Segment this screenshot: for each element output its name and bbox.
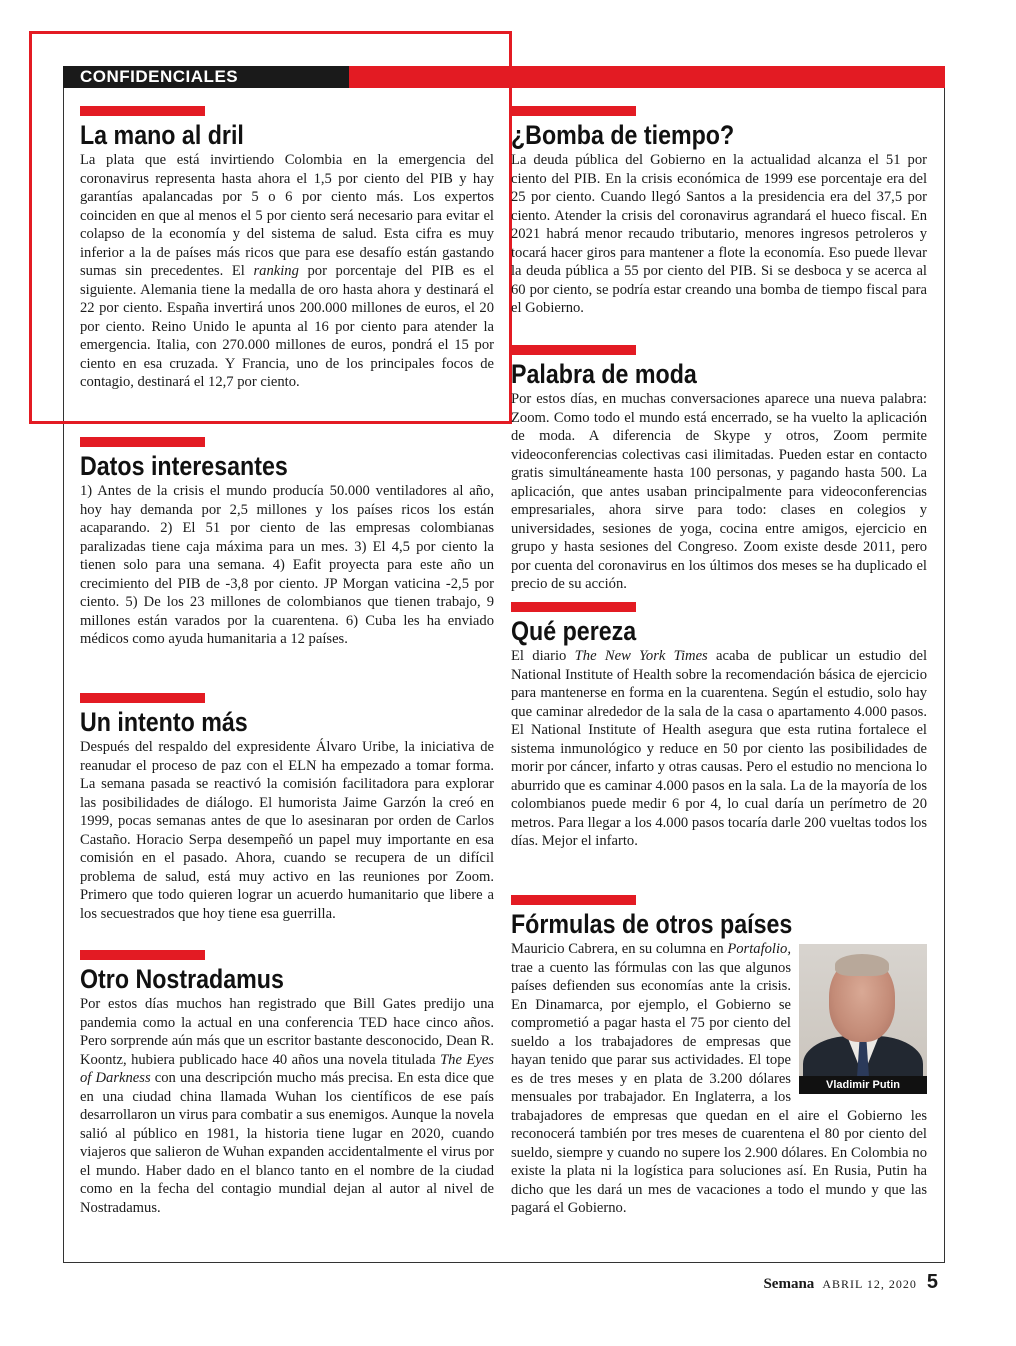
- article-red-bar: [511, 345, 636, 355]
- article-la-mano-al-dril: [80, 106, 494, 392]
- section-label: CONFIDENCIALES: [63, 66, 349, 88]
- article-bomba-de-tiempo: [511, 106, 927, 318]
- article-red-bar: [80, 693, 205, 703]
- article-red-bar: [511, 895, 636, 905]
- article-body: La plata que está invirtiendo Colombia en la emergencia del coronavirus representa hasta ahora el 1,5 por ciento del PIB y hay garantías apalancadas por 5 o 6 por ciento más. Los expertos coinciden en que al menos el 5 por ciento será necesario para evitar el colapso de la economía y del sistema de salud. Esta cifra es muy inferior a la de países más ricos que para ese desafío están gastando sumas sin precedentes. El ranking por porcentaje del PIB es el siguiente. Alemania tiene la medalla de oro hasta ahora y destinará el 22 por ciento. España invertirá unos 200.000 millones de euros, el 20 por ciento. Reino Unido le apunta al 16 por ciento para atender la emergencia. Italia, con 270.000 millones de euros, pondrá el 15 por ciento en esa cruzada. Y Francia, uno de los principales focos de contagio, destinará el 12,7 por ciento.: [80, 152, 495, 390]
- article-red-bar: [80, 437, 205, 447]
- article-title: Otro Nostradamus: [80, 964, 284, 994]
- article-body: 1) Antes de la crisis el mundo producía 50.000 ventiladores al año, hoy hay demanda por 2,5 millones y los países ricos los están acaparando. 2) El 51 por ciento de las empresas colombianas paralizadas tiene caja máxima para un mes. 3) El 4,5 por ciento la tienen solo para una semana. 4) Eafit proyecta para este año un crecimiento del PIB de -3,8 por ciento. JP Morgan vaticina -2,5 por ciento. 5) De los 23 millones de colombianos que tienen trabajo, 9 millones están varados por la cuarentena. 6) Cuba les ha enviado médicos como ayuda humanitaria a 12 países.: [80, 483, 494, 647]
- article-red-bar: [511, 106, 636, 116]
- article-title: Fórmulas de otros países: [511, 909, 793, 939]
- article-body: La deuda pública del Gobierno en la actualidad alcanza el 51 por ciento del PIB. En la crisis económica de 1999 ese porcentaje era del 25 por ciento. Cuando llegó Santos a la presidencia era del 37,5 por ciento. Atender la crisis del coronavirus agrandará el hueco fiscal. En 2021 habrá menor recaudo tributario, menores ingresos petroleros y tocará hacer giros para mantener a flote la economía. Eso puede llevar la deuda pública a 55 por ciento del PIB. Si se desboca y se acerca al 60 por ciento, se podría estar creando una bomba de tiempo fiscal para el Gobierno.: [511, 152, 927, 316]
- article-que-pereza: [511, 602, 927, 851]
- article-body: Después del respaldo del expresidente Álvaro Uribe, la iniciativa de reanudar el proceso de paz con el ELN ha empezado a tomar forma. La semana pasada se reactivó la comisión facilitadora para explorar las posibilidades de diálogo. El humorista Jaime Garzón la creó en 1999, pocas semanas antes de que lo asesinaran por orden de Carlos Castaño. Horacio Serpa desempeñó un papel muy importante en esa comisión en el pasado. Ahora, cuando se recupera de un difícil problema de salud, está muy activo en las reuniones por Zoom. Primero que todo quieren lograr un acuerdo humanitario que libere a los secuestrados que hoy tiene esa guerrilla.: [80, 739, 494, 922]
- magazine-name: Semana: [763, 1276, 815, 1292]
- article-title: ¿Bomba de tiempo?: [511, 120, 735, 150]
- page-number: 5: [926, 1271, 938, 1293]
- article-body: Por estos días muchos han registrado que Bill Gates predijo una pandemia como la actual en una conferencia TED hace cinco años. Pero sorprende aún más que un escritor bastante desconocido, Dean R. Koontz, hubiera publicado hace 40 años una novela titulada The Eyes of Darkness con una descripción mucho más precisa. En esta dice que en una ciudad china llamada Wuhan los científicos de ese país desarrollaron un virus para combatir a sus enemigos. Aunque la novela salió al público en 1981, la historia tiene lugar en 2020, cuando viajeros que salieron de Wuhan expanden accidentalmente el virus por el mundo. Haber dado en el blanco tanto en el nombre de la ciudad como en la fecha del contagio mundial dejan al autor al nivel de Nostradamus.: [80, 996, 494, 1216]
- article-title: La mano al dril: [80, 120, 244, 150]
- issue-date: ABRIL 12, 2020: [822, 1277, 917, 1291]
- article-title: Un intento más: [80, 707, 248, 737]
- article-title: Qué pereza: [511, 616, 637, 646]
- photo-caption: Vladimir Putin: [799, 1076, 927, 1094]
- article-body: Mauricio Cabrera, en su columna en Portafolio, trae a cuento las fórmulas con las que algunos países defienden sus economías ante la crisis. En Dinamarca, por ejemplo, el Gobierno se comprometió a pagar hasta el 75 por ciento del sueldo a los trabajadores de empresas que hayan tenido que parar sus actividades. El tope es de tres meses y en plata de 3.200 dólares mensuales por trabajador. En Inglaterra, a los trabajadores de empresas que quedan en el aire el Gobierno les reconocerá también por tres meses de cuarentena el 80 por ciento del sueldo, siempre y cuando no supere los 2.900 dólares. En Colombia no existe la plata ni la logística para soluciones así. En Rusia, Putin ha dicho que les dará un mes de vacaciones a todo el mundo y que las pagará el Gobierno.: [511, 941, 927, 1216]
- article-red-bar: [80, 106, 205, 116]
- photo-hair: [835, 954, 889, 976]
- page-footer: [763, 1271, 938, 1294]
- putin-photo: [799, 944, 927, 1094]
- article-title: Palabra de moda: [511, 359, 697, 389]
- article-red-bar: [511, 602, 636, 612]
- article-datos-interesantes: [80, 437, 494, 649]
- article-body: El diario The New York Times acaba de publicar un estudio del National Institute of Health sobre la recomendación básica de ejercicio para mantenerse en forma en la cuarentena. Según el estudio, solo hay que caminar alrededor de la sala de la casa o apartamento 4.000 pasos. El National Institute of Health asegura que esta rutina fortalece el sistema inmunológico y reduce en 50 por ciento las posibilidades de morir por cáncer, infarto y otras causas. Pero el estudio no menciona lo aburrido que es caminar 4.000 pasos en la sala. La de la mayoría de los colombianos puede medir 6 por 4, lo cual daría un perímetro de 20 metros. Para llegar a los 4.000 pasos tocaría darle 200 vueltas todos los días. Mejor el infarto.: [511, 648, 928, 849]
- article-title: Datos interesantes: [80, 451, 288, 481]
- article-body: Por estos días, en muchas conversaciones aparece una nueva palabra: Zoom. Como todo el mundo está encerrado, se ha vuelto la aplicación de moda. A diferencia de Skype y otros, Zoom permite videoconferencias colectivas casi ilimitadas. Pueden estar en contacto gratis simultáneamente hasta 100 personas, y pagando hasta 500. La aplicación, que antes usaban principalmente para videoconferencias empresariales, ahora sirve para todo: clases en colegios y universidades, sesiones de yoga, cocina entre amigos, ejercicio en grupo y hasta sesiones del Congreso. Zoom existe desde 2011, pero por cuenta del coronavirus en los últimos dos meses se ha duplicado el precio de su acción.: [511, 391, 927, 592]
- article-red-bar: [80, 950, 205, 960]
- article-formulas-de-otros-paises: [511, 895, 927, 1218]
- article-un-intento-mas: [80, 693, 494, 923]
- article-palabra-de-moda: [511, 345, 927, 594]
- article-otro-nostradamus: [80, 950, 494, 1217]
